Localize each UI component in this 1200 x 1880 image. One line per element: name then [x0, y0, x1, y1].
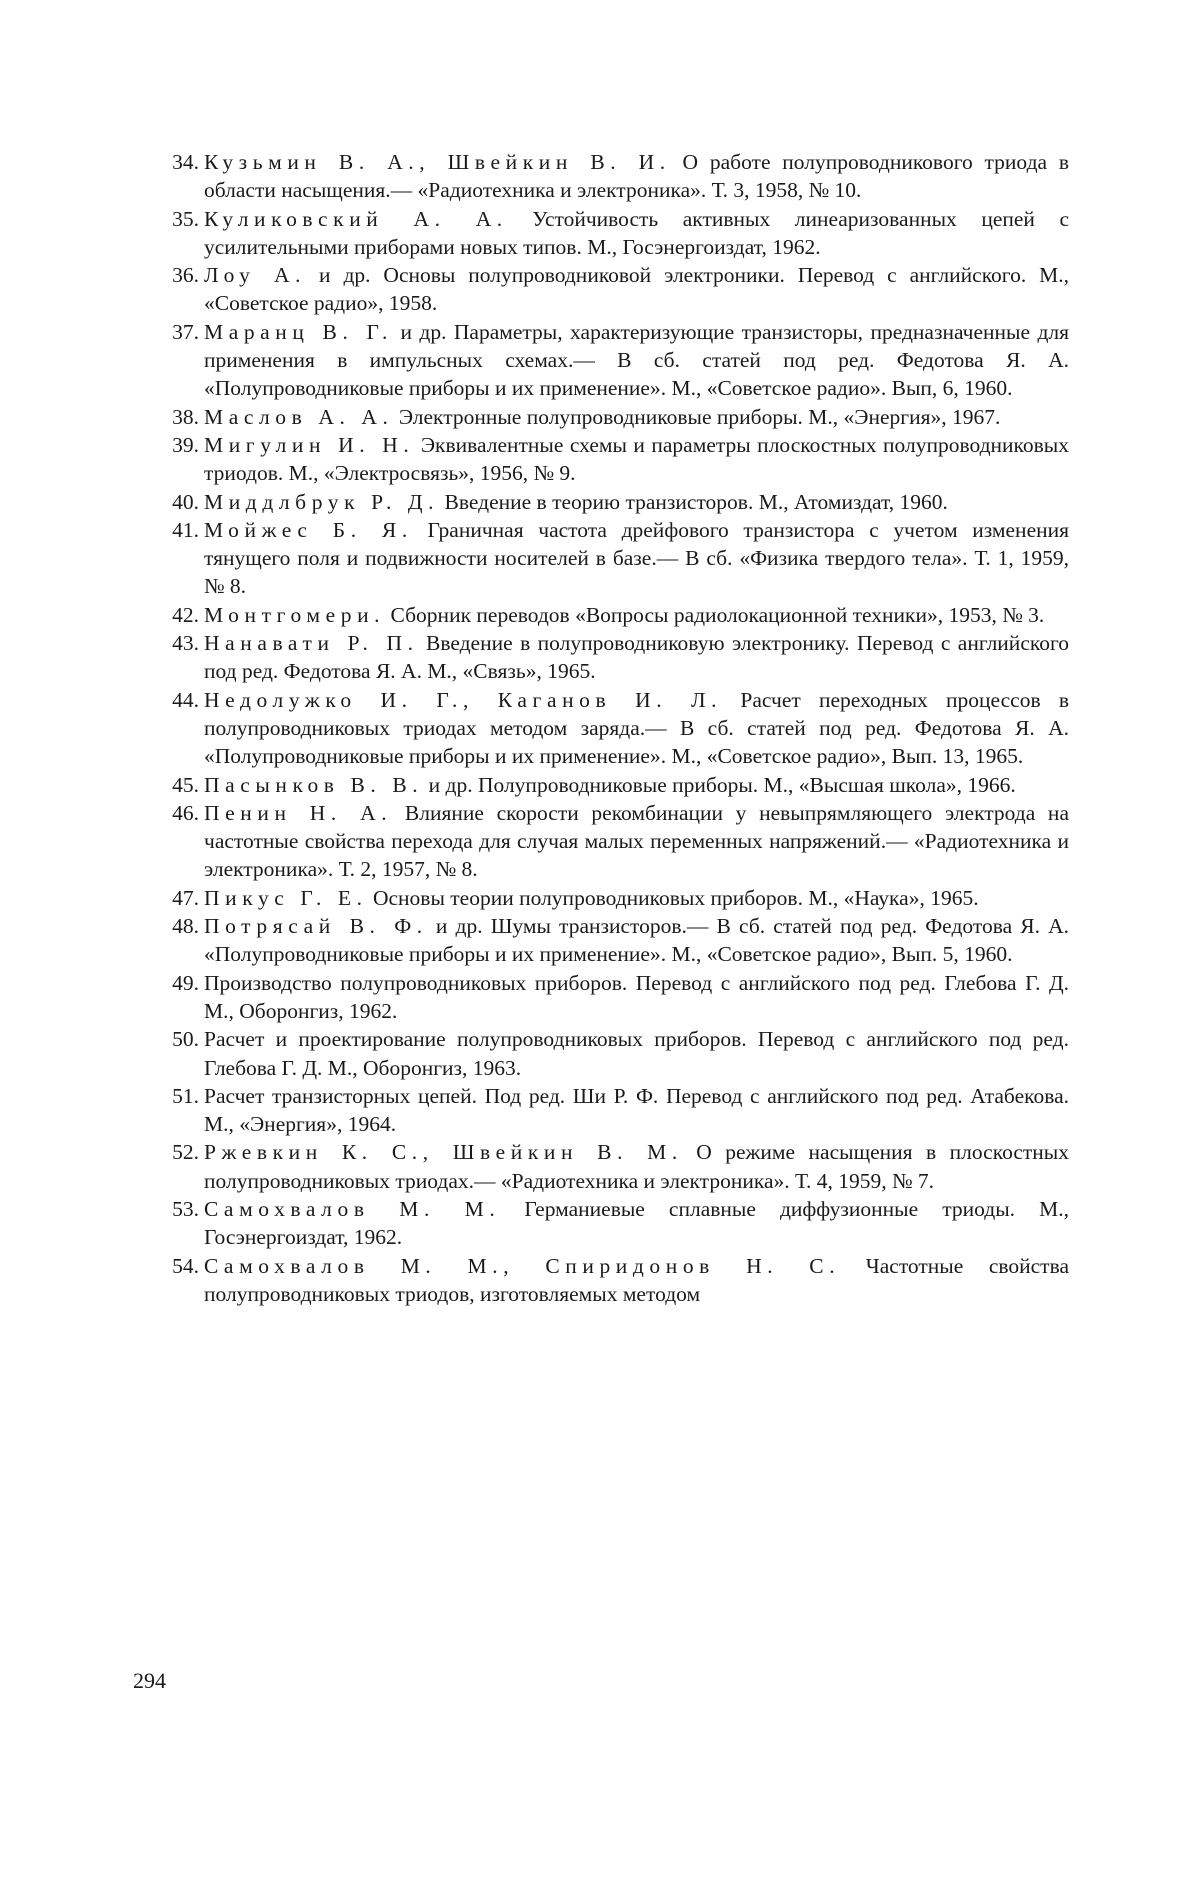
reference-entry	[157, 912, 1069, 969]
reference-entry	[157, 261, 1069, 318]
reference-text: Расчет и проектирование полупроводниковых приборов. Перевод с английского под ред. Глебова Г. Д. М., Оборонгиз, 1963.	[204, 1027, 1069, 1080]
reference-text: Основы теории полупроводниковых приборов. М., «Наука», 1965.	[367, 885, 979, 910]
reference-text: Электронные полупроводниковые приборы. М., «Энергия», 1967.	[393, 404, 1001, 429]
reference-number: 35.	[172, 206, 199, 231]
reference-text: О режиме насыщения в плоскостных полупроводниковых триодах.— «Радиотехника и электроника». Т. 4, 1959, № 7.	[204, 1140, 1070, 1193]
reference-text: Расчет переходных процессов в полупроводниковых триодах методом заряда.— В сб. статей под ред. Федотова Я. А. «Полупроводниковые приборы и их применение». М., «Советское радио», Вып. 13, 1965.	[204, 687, 1069, 769]
reference-authors: Потрясай В. Ф.	[204, 914, 428, 939]
reference-entry	[157, 148, 1069, 205]
reference-list	[157, 148, 1069, 1308]
reference-entry	[157, 431, 1069, 488]
reference-text: и др. Параметры, характеризующие транзисторы, предназначенные для применения в импульсных схемах.— В сб. статей под ред. Федотова Я. А. «Полупроводниковые приборы и их применение». М., «Советское радио». Вып, 6, 1960.	[204, 319, 1070, 401]
reference-number: 53.	[172, 1196, 199, 1221]
reference-number: 54.	[172, 1253, 199, 1278]
reference-text: Расчет транзисторных цепей. Под ред. Ши Р. Ф. Перевод с английского под ред. Атабекова. М., «Энергия», 1964.	[204, 1083, 1069, 1137]
reference-entry	[157, 686, 1069, 771]
reference-authors: Мигулин И. Н.	[204, 432, 415, 457]
reference-text: Сборник переводов «Вопросы радиолокационной техники», 1953, № 3.	[385, 602, 1045, 627]
reference-number: 42.	[172, 602, 199, 627]
reference-entry	[157, 1082, 1069, 1139]
reference-entry	[157, 629, 1069, 686]
reference-number: 49.	[172, 970, 199, 995]
reference-authors: Маранц В. Г.	[204, 319, 394, 344]
reference-number: 34.	[172, 150, 199, 174]
reference-authors: Кузьмин В. А., Швейкин В. И.	[204, 150, 671, 174]
reference-entry	[157, 205, 1069, 262]
reference-entry	[157, 318, 1069, 403]
reference-authors: Маслов А. А.	[204, 404, 394, 429]
reference-authors: Ржевкин К. С., Швейкин В. М.	[204, 1140, 683, 1165]
reference-number: 52.	[172, 1140, 199, 1165]
reference-number: 39.	[172, 432, 199, 457]
reference-text: Производство полупроводниковых приборов. Перевод с английского под ред. Глебова Г. Д. М., Оборонгиз, 1962.	[204, 970, 1069, 1023]
reference-text: Влияние скорости рекомбинации у невыпрямляющего электрода на частотные свойства перехода для случая малых переменных напряжений.— «Радиотехника и электроника». Т. 2, 1957, № 8.	[204, 800, 1069, 882]
page-number: 294	[133, 1668, 166, 1693]
reference-number: 37.	[172, 319, 199, 344]
reference-entry	[157, 488, 1069, 516]
reference-number: 45.	[172, 772, 199, 797]
reference-text: Германиевые сплавные диффузионные триоды. М., Госэнергоиздат, 1962.	[204, 1196, 1069, 1250]
reference-text: Введение в полупроводниковую электронику. Перевод с английского под ред. Федотова Я. А. М., «Связь», 1965.	[204, 631, 1069, 684]
reference-authors: Недолужко И. Г., Каганов И. Л.	[204, 687, 723, 712]
reference-number: 40.	[172, 489, 199, 514]
reference-number: 36.	[172, 263, 199, 288]
reference-entry	[157, 771, 1069, 799]
reference-number: 46.	[172, 800, 199, 825]
reference-entry	[157, 799, 1069, 884]
reference-text: Частотные свойства полупроводниковых триодов, изготовляемых методом	[204, 1253, 1069, 1306]
reference-text: и др. Основы полупроводниковой электроники. Перевод с английского. М., «Советское радио», 1958.	[204, 263, 1069, 316]
reference-entry	[157, 516, 1069, 601]
reference-number: 51.	[172, 1083, 199, 1108]
reference-text: Граничная частота дрейфового транзистора с учетом изменения тянущего поля и подвижности носителей в базе.— В сб. «Физика твердого тела». Т. 1, 1959, № 8.	[204, 517, 1070, 599]
reference-authors: Пенин Н. А.	[204, 800, 393, 825]
reference-text: и др. Полупроводниковые приборы. М., «Высшая школа», 1966.	[423, 772, 1016, 797]
reference-number: 38.	[172, 404, 199, 429]
reference-number: 43.	[172, 631, 199, 656]
reference-entry	[157, 1025, 1069, 1082]
reference-entry	[157, 601, 1069, 629]
reference-number: 41.	[172, 517, 199, 542]
reference-entry	[157, 1252, 1069, 1309]
reference-text: О работе полупроводникового триода в области насыщения.— «Радиотехника и электроника». Т. 3, 1958, № 10.	[204, 150, 1069, 203]
reference-authors: Миддлбрук Р. Д.	[204, 489, 440, 514]
reference-authors: Мойжес Б. Я.	[204, 517, 413, 542]
reference-authors: Лоу А.	[204, 263, 307, 288]
reference-entry	[157, 884, 1069, 912]
reference-authors: Куликовский А. А.	[204, 206, 508, 231]
reference-entry	[157, 969, 1069, 1026]
reference-authors: Самохвалов М. М., Спиридонов Н. С.	[204, 1253, 841, 1278]
reference-text: и др. Шумы транзисторов.— В сб. статей под ред. Федотова Я. А. «Полупроводниковые приборы и их применение». М., «Советское радио», Вып. 5, 1960.	[204, 914, 1069, 967]
reference-number: 44.	[172, 687, 199, 712]
reference-authors: Пасынков В. В.	[204, 772, 424, 797]
reference-text: Устойчивость активных линеаризованных цепей с усилительными приборами новых типов. М., Госэнергоиздат, 1962.	[204, 206, 1069, 259]
reference-authors: Пикус Г. Е.	[204, 885, 368, 910]
reference-number: 47.	[172, 885, 199, 910]
reference-entry	[157, 1195, 1069, 1252]
reference-number: 48.	[172, 914, 199, 939]
reference-text: Введение в теорию транзисторов. М., Атомиздат, 1960.	[439, 489, 948, 514]
reference-number: 50.	[172, 1027, 199, 1052]
reference-entry	[157, 1138, 1069, 1195]
reference-entry	[157, 403, 1069, 431]
reference-authors: Нанавати Р. П.	[204, 631, 419, 656]
reference-authors: Монтгомери.	[204, 602, 386, 627]
reference-text: Эквивалентные схемы и параметры плоскостных полупроводниковых триодов. М., «Электросвязь», 1956, № 9.	[204, 432, 1069, 486]
reference-authors: Самохвалов М. М.	[204, 1196, 501, 1221]
